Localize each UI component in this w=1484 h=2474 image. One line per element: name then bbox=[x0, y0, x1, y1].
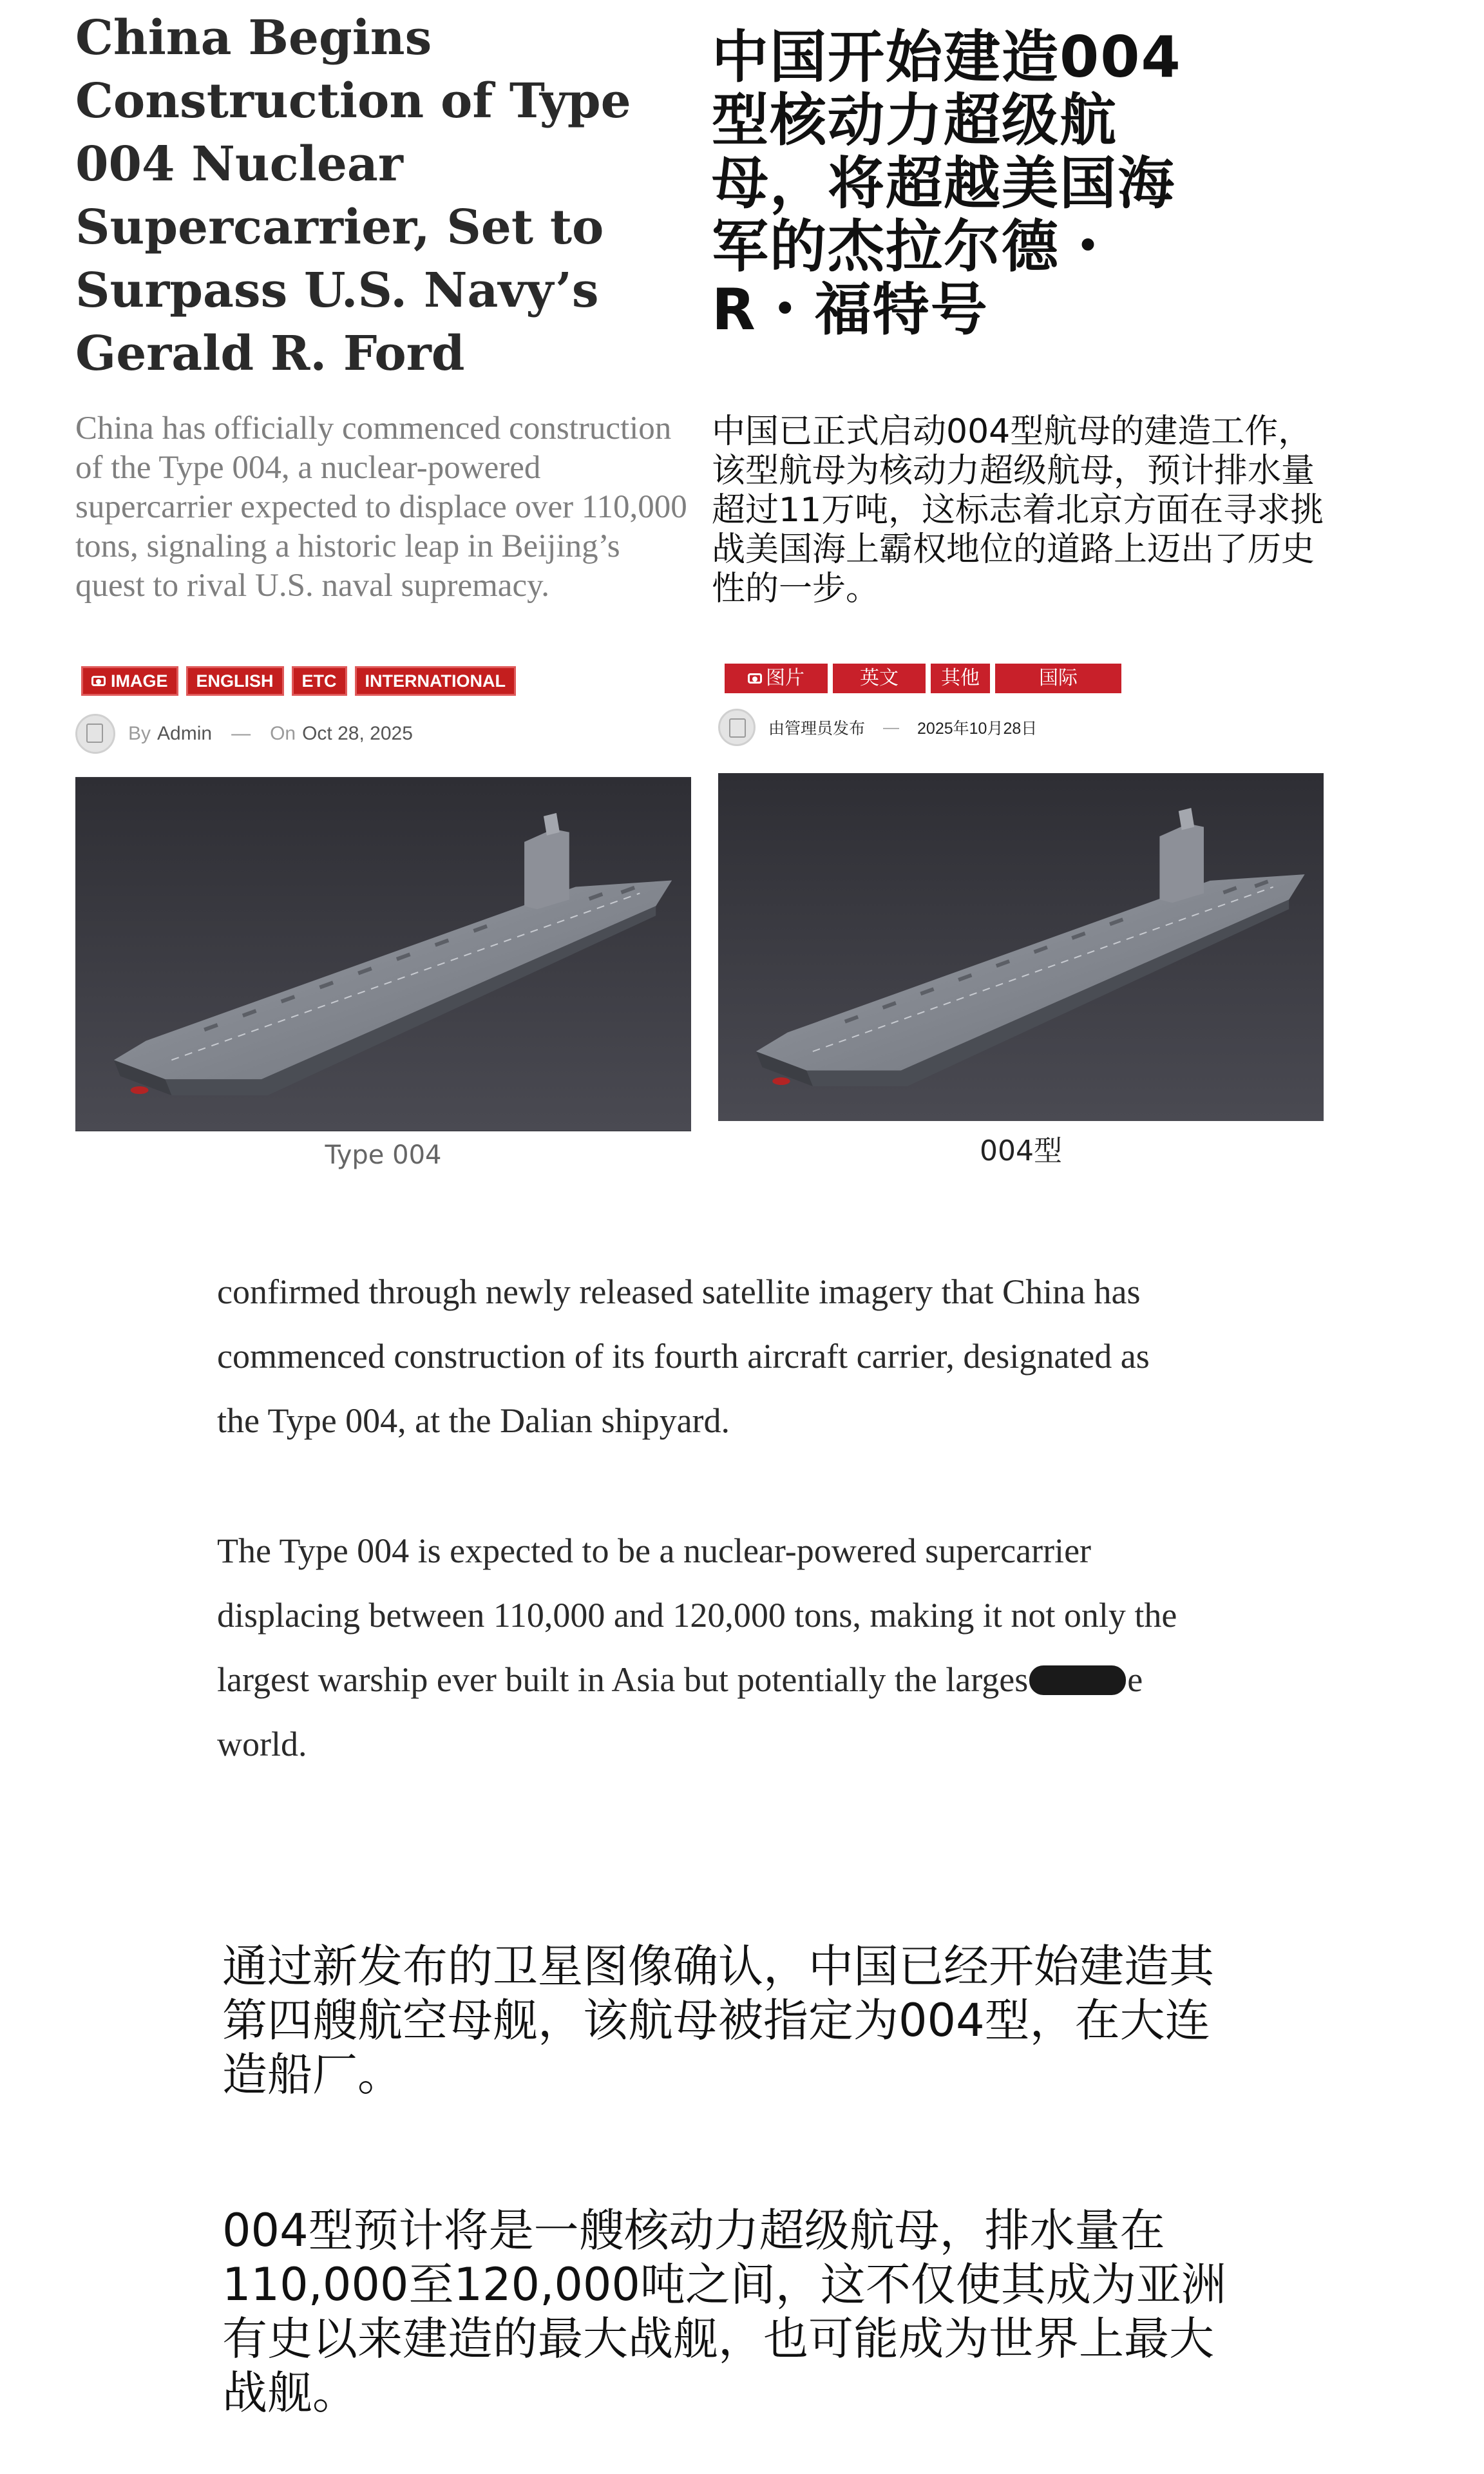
on-label: On bbox=[270, 723, 296, 744]
carrier-image-chinese bbox=[718, 773, 1324, 1121]
tag-cn-image-label: 图片 bbox=[766, 667, 804, 689]
aircraft-carrier-illustration bbox=[75, 777, 691, 1131]
tag-cn-international[interactable]: 国际 bbox=[995, 664, 1121, 693]
chinese-tag-list bbox=[725, 664, 1121, 693]
chinese-summary: 中国已正式启动004型航母的建造工作，该型航母为核动力超级航母，预计排水量超过11万吨，这标志着北京方面在寻求挑战美国海上霸权地位的道路上迈出了历史性的一步。 bbox=[712, 412, 1324, 608]
carrier-image-english bbox=[75, 777, 691, 1131]
english-headline: China Begins Construction of Type 004 Nuclear Supercarrier, Set to Surpass U.S. Navy’s Gerald R. Ford bbox=[75, 10, 631, 381]
chinese-headline: 中国开始建造004型核动力超级航母，将超越美国海军的杰拉尔德・R・福特号 bbox=[712, 24, 1182, 343]
publish-date: Oct 28, 2025 bbox=[302, 723, 413, 744]
english-paragraph-1: confirmed through newly released satellite imagery that China has commenced construction of its fourth aircraft carrier, designated as the Type 004, at the Dalian shipyard. bbox=[217, 1272, 1150, 1440]
author-avatar bbox=[75, 714, 115, 754]
author-name[interactable]: Admin bbox=[157, 723, 213, 744]
english-summary: China has officially commenced construction of the Type 004, a nuclear-powered supercarrier expected to displace over 110,000 tons, signaling a historic leap in Beijing’s quest to rival U.S. naval supremacy. bbox=[75, 410, 687, 604]
tag-international[interactable]: INTERNATIONAL bbox=[355, 666, 516, 696]
chinese-paragraph-1: 通过新发布的卫星图像确认，中国已经开始建造其第四艘航空母舰，该航母被指定为004型，在大连造船厂。 bbox=[222, 1940, 1214, 2101]
tag-image-label: IMAGE bbox=[111, 671, 168, 691]
cn-author-name[interactable]: 由管理员发布 bbox=[768, 720, 866, 738]
aircraft-carrier-illustration bbox=[718, 773, 1324, 1121]
by-label: By bbox=[128, 723, 151, 744]
byline-separator: — bbox=[231, 723, 251, 744]
tag-cn-english[interactable]: 英文 bbox=[833, 664, 926, 693]
chinese-image-caption: 004型 bbox=[980, 1135, 1062, 1167]
cn-publish-date: 2025年10月28日 bbox=[917, 720, 1038, 738]
english-tag-list bbox=[81, 666, 516, 696]
redaction-mark bbox=[1029, 1665, 1126, 1695]
english-byline bbox=[75, 714, 413, 754]
tag-english[interactable]: ENGLISH bbox=[186, 666, 284, 696]
english-paragraph-2 bbox=[217, 1519, 1183, 1776]
chinese-byline bbox=[718, 709, 1037, 746]
tag-etc[interactable]: ETC bbox=[292, 666, 347, 696]
english-paragraph-2-tail: e world. bbox=[217, 1660, 1143, 1763]
tag-cn-other[interactable]: 其他 bbox=[931, 664, 990, 693]
tag-image[interactable] bbox=[81, 666, 178, 696]
camera-icon bbox=[91, 676, 106, 686]
tag-cn-image[interactable] bbox=[725, 664, 828, 693]
chinese-paragraph-2: 004型预计将是一艘核动力超级航母，排水量在110,000至120,000吨之间，这不仅使其成为亚洲有史以来建造的最大战舰，也可能成为世界上最大战舰。 bbox=[222, 2204, 1226, 2419]
camera-icon bbox=[748, 673, 762, 684]
byline-separator: — bbox=[883, 718, 900, 736]
author-avatar bbox=[718, 709, 756, 746]
english-image-caption: Type 004 bbox=[325, 1140, 442, 1170]
english-paragraph-2-text: The Type 004 is expected to be a nuclear-powered supercarrier displacing between 110,000 and 120,000 tons, making it not only the largest warship ever built in Asia but potentially the larges bbox=[217, 1531, 1177, 1699]
